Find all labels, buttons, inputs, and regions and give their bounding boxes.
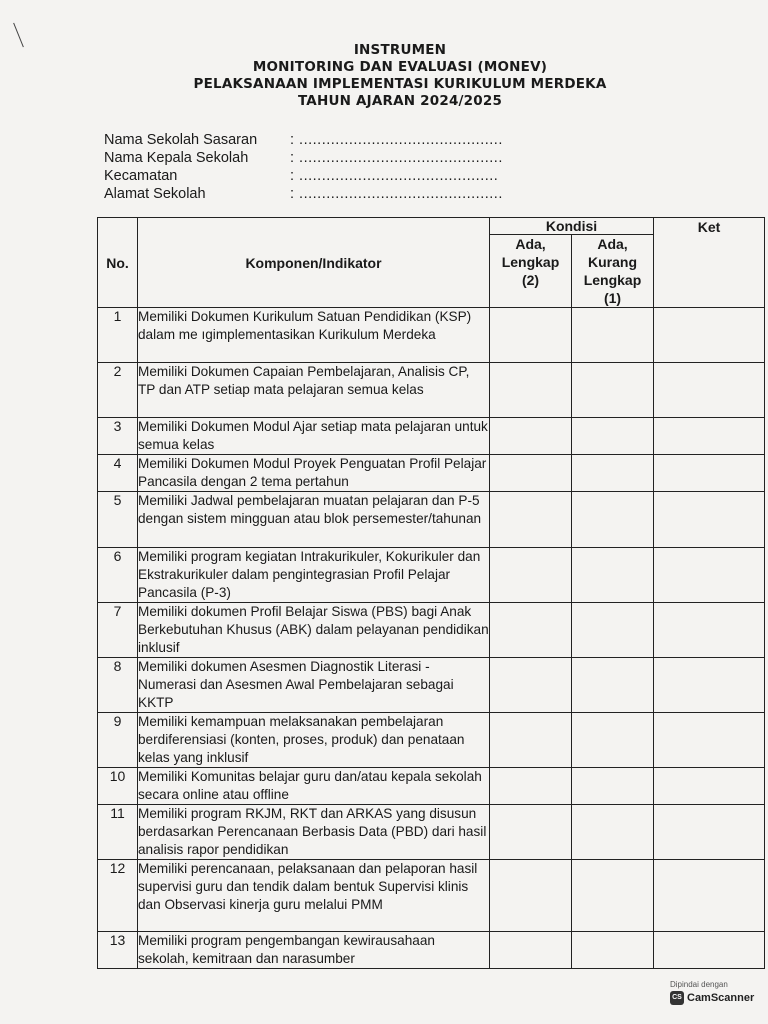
table-row	[98, 548, 765, 603]
cell-ket[interactable]	[654, 860, 765, 932]
header-kondisi: Kondisi	[490, 218, 654, 235]
document-title	[0, 42, 768, 110]
row-number: 7	[98, 603, 138, 658]
info-label: Nama Sekolah Sasaran	[104, 132, 258, 148]
cell-ada-lengkap[interactable]	[490, 932, 572, 969]
info-value: : .............................................	[290, 132, 503, 148]
row-number: 4	[98, 455, 138, 492]
scanned-label: Dipindai dengan	[670, 980, 728, 989]
row-number: 10	[98, 768, 138, 805]
table-row	[98, 455, 765, 492]
cell-ada-lengkap[interactable]	[490, 308, 572, 363]
cell-ket[interactable]	[654, 363, 765, 418]
school-info	[104, 131, 503, 203]
table-row	[98, 418, 765, 455]
info-row-address	[104, 185, 503, 203]
table-row	[98, 768, 765, 805]
header-ada-kurang-lengkap	[572, 235, 654, 308]
row-indicator: Memiliki Komunitas belajar guru dan/atau kepala sekolah secara online atau offline	[138, 768, 490, 805]
cell-ada-kurang[interactable]	[572, 548, 654, 603]
cell-ket[interactable]	[654, 805, 765, 860]
title-line-2: MONITORING DAN EVALUASI (MONEV)	[252, 59, 548, 75]
cell-ada-kurang[interactable]	[572, 308, 654, 363]
table-row	[98, 603, 765, 658]
cell-ada-lengkap[interactable]	[490, 713, 572, 768]
row-indicator: Memiliki Dokumen Kurikulum Satuan Pendidikan (KSP) dalam me ıgimplementasikan Kurikulum Merdeka	[138, 308, 490, 363]
row-indicator: Memiliki dokumen Profil Belajar Siswa (PBS) bagi Anak Berkebutuhan Khusus (ABK) dalam pelayanan pendidikan inklusif	[138, 603, 490, 658]
header-no: No.	[98, 218, 138, 308]
row-number: 6	[98, 548, 138, 603]
header-line: Lengkap	[501, 254, 560, 270]
row-number: 3	[98, 418, 138, 455]
table-row	[98, 805, 765, 860]
cell-ada-lengkap[interactable]	[490, 492, 572, 548]
info-label: Kecamatan	[104, 168, 178, 184]
table-row	[98, 363, 765, 418]
row-number: 13	[98, 932, 138, 969]
cell-ket[interactable]	[654, 308, 765, 363]
row-indicator: Memiliki Dokumen Modul Proyek Penguatan Profil Pelajar Pancasila dengan 2 tema pertahun	[138, 455, 490, 492]
info-label: Nama Kepala Sekolah	[104, 150, 249, 166]
header-line: Ada,	[515, 236, 546, 252]
cell-ada-kurang[interactable]	[572, 363, 654, 418]
camscanner-name: CamScanner	[687, 992, 755, 1004]
header-line: (2)	[521, 272, 540, 288]
table-row	[98, 932, 765, 969]
row-number: 1	[98, 308, 138, 363]
table-row	[98, 860, 765, 932]
cell-ada-kurang[interactable]	[572, 455, 654, 492]
title-line-1: INSTRUMEN	[353, 42, 447, 58]
cell-ada-lengkap[interactable]	[490, 363, 572, 418]
cell-ada-lengkap[interactable]	[490, 768, 572, 805]
table-row	[98, 658, 765, 713]
cell-ada-kurang[interactable]	[572, 932, 654, 969]
info-label: Alamat Sekolah	[104, 186, 206, 202]
cell-ada-kurang[interactable]	[572, 768, 654, 805]
title-line-4: TAHUN AJARAN 2024/2025	[297, 93, 503, 109]
cell-ket[interactable]	[654, 418, 765, 455]
cell-ket[interactable]	[654, 455, 765, 492]
cell-ket[interactable]	[654, 768, 765, 805]
cell-ket[interactable]	[654, 713, 765, 768]
row-number: 2	[98, 363, 138, 418]
row-indicator: Memiliki perencanaan, pelaksanaan dan pelaporan hasil supervisi guru dan tendik dalam bentuk Supervisi klinis dan Observasi kinerja guru melalui PMM	[138, 860, 490, 932]
header-komponen: Komponen/Indikator	[138, 218, 490, 308]
info-value: : .............................................	[290, 186, 503, 202]
cell-ada-kurang[interactable]	[572, 805, 654, 860]
row-indicator: Memiliki Dokumen Modul Ajar setiap mata pelajaran untuk semua kelas	[138, 418, 490, 455]
table-row	[98, 713, 765, 768]
header-line: Ada,	[597, 236, 628, 252]
monev-table	[97, 217, 765, 969]
table-row	[98, 492, 765, 548]
cell-ada-lengkap[interactable]	[490, 455, 572, 492]
cell-ket[interactable]	[654, 492, 765, 548]
row-number: 9	[98, 713, 138, 768]
cell-ada-lengkap[interactable]	[490, 860, 572, 932]
row-number: 8	[98, 658, 138, 713]
cell-ada-kurang[interactable]	[572, 603, 654, 658]
cell-ada-kurang[interactable]	[572, 713, 654, 768]
cell-ada-lengkap[interactable]	[490, 603, 572, 658]
cell-ada-kurang[interactable]	[572, 860, 654, 932]
row-number: 5	[98, 492, 138, 548]
cell-ada-kurang[interactable]	[572, 418, 654, 455]
row-indicator: Memiliki program RKJM, RKT dan ARKAS yang disusun berdasarkan Perencanaan Berbasis Data (PBD) dari hasil analisis rapor pendidikan	[138, 805, 490, 860]
row-indicator: Memiliki program pengembangan kewirausahaan sekolah, kemitraan dan narasumber	[138, 932, 490, 969]
cell-ada-lengkap[interactable]	[490, 418, 572, 455]
info-value: : ............................................	[290, 168, 499, 184]
header-line: (1)	[603, 290, 622, 306]
cell-ada-lengkap[interactable]	[490, 658, 572, 713]
info-row-district	[104, 167, 503, 185]
header-ada-lengkap	[490, 235, 572, 308]
info-row-principal	[104, 149, 503, 167]
cell-ket[interactable]	[654, 658, 765, 713]
cell-ada-lengkap[interactable]	[490, 548, 572, 603]
row-number: 12	[98, 860, 138, 932]
camscanner-brand	[670, 991, 766, 1005]
camscanner-logo-icon: CS	[670, 991, 684, 1005]
info-row-school-name	[104, 131, 503, 149]
header-line: Lengkap	[583, 272, 642, 288]
row-indicator: Memiliki Jadwal pembelajaran muatan pelajaran dan P-5 dengan sistem mingguan atau blok persemester/tahunan	[138, 492, 490, 548]
cell-ket[interactable]	[654, 548, 765, 603]
cell-ket[interactable]	[654, 932, 765, 969]
cell-ada-kurang[interactable]	[572, 492, 654, 548]
cell-ada-lengkap[interactable]	[490, 805, 572, 860]
table-row	[98, 308, 765, 363]
row-indicator: Memiliki dokumen Asesmen Diagnostik Literasi - Numerasi dan Asesmen Awal Pembelajaran sebagai KKTP	[138, 658, 490, 713]
cell-ket[interactable]	[654, 603, 765, 658]
header-line: Kurang	[588, 254, 637, 270]
row-indicator: Memiliki kemampuan melaksanakan pembelajaran berdiferensiasi (konten, proses, produk) dan penataan kelas yang inklusif	[138, 713, 490, 768]
cell-ada-kurang[interactable]	[572, 658, 654, 713]
header-ket: Ket	[654, 218, 765, 308]
row-indicator: Memiliki Dokumen Capaian Pembelajaran, Analisis CP, TP dan ATP setiap mata pelajaran semua kelas	[138, 363, 490, 418]
row-indicator: Memiliki program kegiatan Intrakurikuler, Kokurikuler dan Ekstrakurikuler dalam pengintegrasian Profil Pelajar Pancasila (P-3)	[138, 548, 490, 603]
row-number: 11	[98, 805, 138, 860]
info-value: : .............................................	[290, 150, 503, 166]
title-line-3: PELAKSANAAN IMPLEMENTASI KURIKULUM MERDEKA	[193, 76, 607, 92]
scanner-watermark	[670, 980, 766, 1005]
